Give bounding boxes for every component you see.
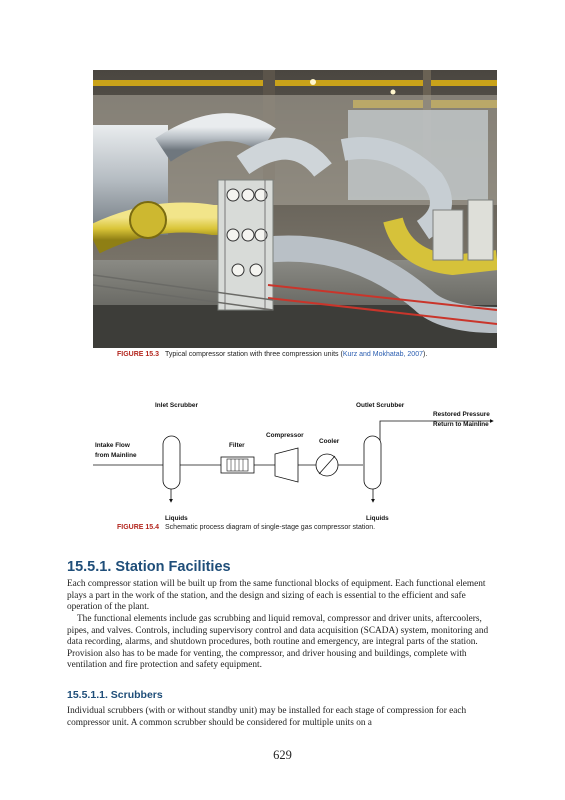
compressor-symbol [275, 448, 298, 482]
caption-text: Schematic process diagram of single-stage gas compressor station. [165, 524, 376, 531]
figure-label: FIGURE 15.3 [117, 351, 160, 358]
cooler-symbol [316, 454, 338, 476]
figure-15-3-caption [117, 351, 427, 358]
outlet-scrubber-label: Outlet Scrubber [356, 402, 405, 409]
caption-end: ). [422, 351, 428, 358]
page-number: 629 [273, 748, 292, 762]
liquids-right-label: Liquids [366, 515, 389, 522]
cooler-label: Cooler [319, 438, 340, 445]
filter-label: Filter [229, 442, 245, 449]
subsection-heading: 15.5.1.1. Scrubbers [67, 689, 163, 701]
paragraph: Each compressor station will be built up from the same functional blocks of equipment. Each functional element plays a part in the work of the station, and the design and sizing of each is essential to the efficient and safe operation of the plant. [67, 579, 486, 613]
inlet-scrubber-label: Inlet Scrubber [155, 402, 198, 409]
section-heading: 15.5.1. Station Facilities [67, 559, 231, 575]
from-mainline-label: from Mainline [95, 452, 137, 459]
process-schematic [93, 398, 495, 526]
intake-flow-label: Intake Flow [95, 442, 130, 449]
caption-text: Typical compressor station with three compression units ( [165, 351, 343, 358]
return-mainline-label: Return to Mainline [433, 421, 489, 428]
liquids-left-label: Liquids [165, 515, 188, 522]
compressor-station-photo [93, 70, 497, 348]
compressor-label: Compressor [266, 432, 304, 439]
figure-15-4-caption [117, 524, 375, 531]
figure-label: FIGURE 15.4 [117, 524, 160, 531]
paragraph: Individual scrubbers (with or without standby unit) may be installed for each stage of compression for each compressor unit. A common scrubber should be considered for multiple units on a [67, 706, 467, 728]
citation-link[interactable]: Kurz and Mokhatab, 2007 [342, 351, 423, 358]
inlet-scrubber-vessel [163, 436, 180, 489]
outlet-scrubber-vessel [364, 436, 381, 489]
paragraph: The functional elements include gas scrubbing and liquid removal, compressor and driver units, aftercoolers, pipes, and valves. Controls, including supervisory control and data acquisition (SCADA) system, monitoring and data recording, alarms, and shutdown procedures, both routine and emergency, are integral parts of the station. Provision also has to be made for venting, the compressor, and driver housing and buildings, complete with ventilation and fire protection and safety equipment. [67, 614, 489, 671]
filter-symbol [221, 457, 254, 473]
restored-pressure-label: Restored Pressure [433, 411, 490, 418]
